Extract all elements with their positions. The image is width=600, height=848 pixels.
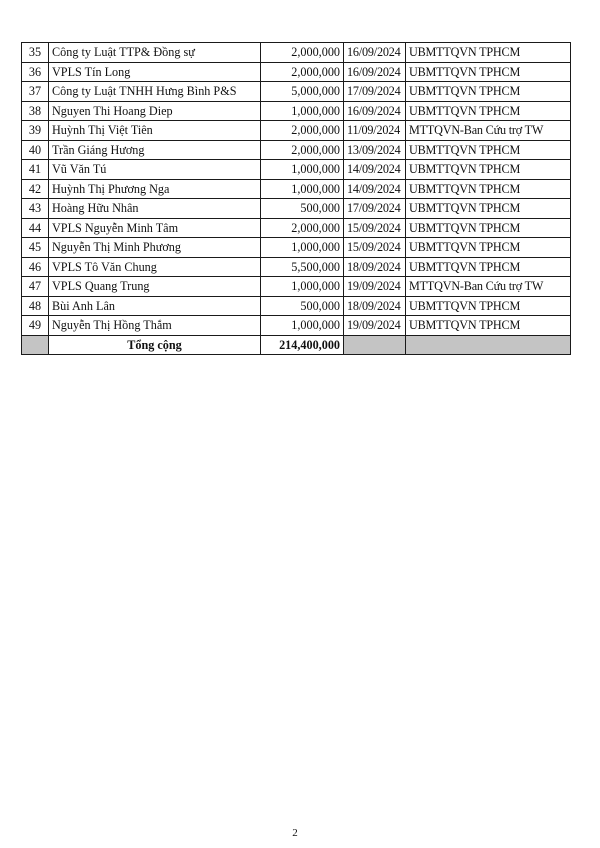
donation-amount: 1,000,000	[261, 160, 344, 180]
donation-date: 16/09/2024	[344, 62, 406, 82]
table-row	[22, 218, 571, 238]
donation-date: 17/09/2024	[344, 199, 406, 219]
donation-recipient: UBMTTQVN TPHCM	[406, 82, 571, 102]
row-number: 40	[22, 140, 49, 160]
donation-amount: 2,000,000	[261, 140, 344, 160]
row-number: 46	[22, 257, 49, 277]
row-number: 35	[22, 43, 49, 63]
donation-recipient: UBMTTQVN TPHCM	[406, 140, 571, 160]
table-row	[22, 277, 571, 297]
total-label: Tổng cộng	[49, 335, 261, 355]
donor-name: Huỳnh Thị Phương Nga	[49, 179, 261, 199]
donation-date: 19/09/2024	[344, 277, 406, 297]
row-number: 49	[22, 316, 49, 336]
table-row	[22, 140, 571, 160]
table-row	[22, 257, 571, 277]
row-number: 38	[22, 101, 49, 121]
donation-amount: 1,000,000	[261, 179, 344, 199]
donation-amount: 5,500,000	[261, 257, 344, 277]
donation-recipient: UBMTTQVN TPHCM	[406, 160, 571, 180]
row-number: 42	[22, 179, 49, 199]
donation-recipient: UBMTTQVN TPHCM	[406, 316, 571, 336]
row-number: 45	[22, 238, 49, 258]
donor-name: Huỳnh Thị Việt Tiên	[49, 121, 261, 141]
table-row	[22, 62, 571, 82]
donor-name: VPLS Tô Văn Chung	[49, 257, 261, 277]
row-number: 37	[22, 82, 49, 102]
donor-name: Trần Giáng Hương	[49, 140, 261, 160]
donation-recipient: UBMTTQVN TPHCM	[406, 218, 571, 238]
donor-name: Hoàng Hữu Nhân	[49, 199, 261, 219]
donation-amount: 1,000,000	[261, 316, 344, 336]
donation-amount: 1,000,000	[261, 238, 344, 258]
total-row-shaded-cell	[406, 335, 571, 355]
total-row-shaded-cell	[344, 335, 406, 355]
row-number: 43	[22, 199, 49, 219]
donation-date: 15/09/2024	[344, 238, 406, 258]
donation-recipient: UBMTTQVN TPHCM	[406, 238, 571, 258]
donation-date: 13/09/2024	[344, 140, 406, 160]
donation-date: 18/09/2024	[344, 257, 406, 277]
total-row	[22, 335, 571, 355]
donation-amount: 2,000,000	[261, 218, 344, 238]
total-amount: 214,400,000	[261, 335, 344, 355]
donation-amount: 2,000,000	[261, 62, 344, 82]
donor-name: Nguyen Thi Hoang Diep	[49, 101, 261, 121]
donor-name: Nguyễn Thị Hồng Thắm	[49, 316, 261, 336]
donation-recipient: UBMTTQVN TPHCM	[406, 199, 571, 219]
donation-amount: 500,000	[261, 296, 344, 316]
donation-recipient: UBMTTQVN TPHCM	[406, 257, 571, 277]
donor-name: VPLS Tín Long	[49, 62, 261, 82]
donation-date: 19/09/2024	[344, 316, 406, 336]
table-row	[22, 82, 571, 102]
donation-recipient: MTTQVN-Ban Cứu trợ TW	[406, 277, 571, 297]
table-row	[22, 43, 571, 63]
donation-amount: 500,000	[261, 199, 344, 219]
donor-name: Vũ Văn Tú	[49, 160, 261, 180]
donor-name: VPLS Nguyễn Minh Tâm	[49, 218, 261, 238]
table-row	[22, 179, 571, 199]
donation-date: 18/09/2024	[344, 296, 406, 316]
table-row	[22, 160, 571, 180]
table-row	[22, 238, 571, 258]
table-row	[22, 101, 571, 121]
table-row	[22, 316, 571, 336]
donation-table	[21, 42, 571, 355]
donation-date: 11/09/2024	[344, 121, 406, 141]
table-row	[22, 199, 571, 219]
donation-amount: 5,000,000	[261, 82, 344, 102]
table-row	[22, 296, 571, 316]
donation-recipient: UBMTTQVN TPHCM	[406, 62, 571, 82]
row-number: 41	[22, 160, 49, 180]
row-number: 36	[22, 62, 49, 82]
donation-date: 14/09/2024	[344, 179, 406, 199]
row-number: 47	[22, 277, 49, 297]
donation-date: 17/09/2024	[344, 82, 406, 102]
row-number: 48	[22, 296, 49, 316]
donor-name: Nguyễn Thị Minh Phương	[49, 238, 261, 258]
donation-date: 16/09/2024	[344, 101, 406, 121]
donation-date: 16/09/2024	[344, 43, 406, 63]
donor-name: Bùi Anh Lân	[49, 296, 261, 316]
donor-name: Công ty Luật TNHH Hưng Bình P&S	[49, 82, 261, 102]
donation-amount: 2,000,000	[261, 121, 344, 141]
donation-recipient: MTTQVN-Ban Cứu trợ TW	[406, 121, 571, 141]
donation-recipient: UBMTTQVN TPHCM	[406, 43, 571, 63]
total-row-shaded-cell	[22, 335, 49, 355]
donor-name: Công ty Luật TTP& Đồng sự	[49, 43, 261, 63]
donation-recipient: UBMTTQVN TPHCM	[406, 101, 571, 121]
donor-name: VPLS Quang Trung	[49, 277, 261, 297]
row-number: 44	[22, 218, 49, 238]
donation-date: 14/09/2024	[344, 160, 406, 180]
donation-recipient: UBMTTQVN TPHCM	[406, 296, 571, 316]
donation-amount: 2,000,000	[261, 43, 344, 63]
table-row	[22, 121, 571, 141]
donation-amount: 1,000,000	[261, 101, 344, 121]
donation-recipient: UBMTTQVN TPHCM	[406, 179, 571, 199]
donation-date: 15/09/2024	[344, 218, 406, 238]
donation-amount: 1,000,000	[261, 277, 344, 297]
row-number: 39	[22, 121, 49, 141]
page-number: 2	[292, 827, 298, 839]
